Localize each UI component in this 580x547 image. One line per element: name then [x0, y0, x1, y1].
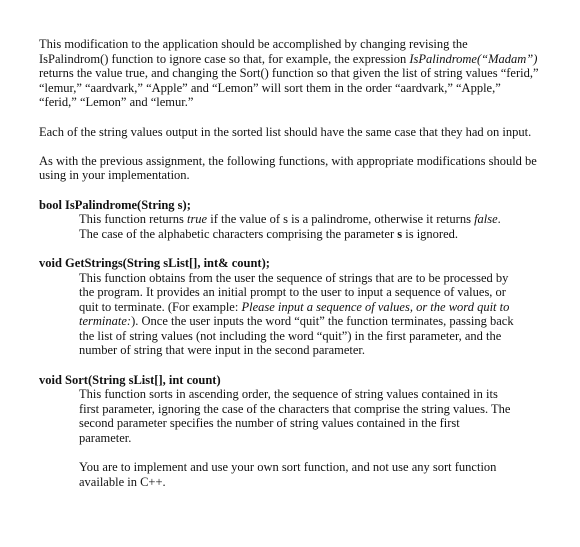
intro-text-1: This modification to the application should be accomplished by changing revising the IsPalindrom() function to ignore case so that, for example, the expression — [39, 37, 468, 66]
prompt-example: Please input a sequence of values, or the word quit to terminate: — [79, 299, 510, 329]
get-strings-desc-1: This function obtains from the user the sequence of strings that are to be processed by the program. It provides an initial prompt to the user to input a sequence of values, or quit to terminate. (For example: — [79, 270, 509, 314]
function-sort — [39, 373, 539, 490]
case-paragraph: Each of the string values output in the sorted list should have the same case that they had on input. — [39, 124, 532, 139]
sort-signature: void Sort(String sList[], int count) — [39, 372, 221, 387]
functions-paragraph: As with the previous assignment, the following functions, with appropriate modifications should be using in your implementation. — [39, 153, 537, 183]
is-palindrome-desc-1: This function returns — [79, 212, 187, 227]
is-palindrome-desc-3: . The case of the alphabetic characters comprising the parameter — [79, 212, 501, 241]
intro-expression: IsPalindrome(“Madam”) — [409, 51, 538, 66]
function-is-palindrome — [39, 198, 539, 242]
intro-text-2: returns the value true, and changing the Sort() function so that given the list of string values “ferid,” “lemur,” “aardvark,” “Apple” and “Lemon” will sort them in the order “aardvark,” “Apple,” “ferid,” “Lemon” and “lemur.” — [39, 66, 539, 110]
s-parameter: s — [397, 226, 403, 241]
false-word: false — [474, 212, 498, 227]
sort-desc-1: This function sorts in ascending order, the sequence of string values contained in its first parameter, ignoring the case of the characters that comprise the string values. The second parameter specifies the number of string values contained in the first parameter. — [79, 387, 511, 446]
sort-description — [79, 387, 515, 489]
is-palindrome-desc-4: is ignored. — [402, 226, 459, 241]
intro-paragraph — [39, 37, 539, 110]
sort-desc-2: You are to implement and use your own sort function, and not use any sort function available in C++. — [79, 460, 497, 489]
function-get-strings — [39, 256, 539, 358]
get-strings-signature: void GetStrings(String sList[], int& count); — [39, 255, 270, 270]
is-palindrome-desc-2: if the value of s is a palindrome, otherwise it returns — [207, 212, 475, 227]
true-word: true — [186, 212, 208, 227]
is-palindrome-description — [79, 212, 515, 241]
get-strings-desc-2: ). Once the user inputs the word “quit” the function terminates, passing back the list of string values (not including the word “quit”) in the first parameter, and the number of string that were input in the second parameter. — [79, 314, 514, 358]
is-palindrome-signature: bool IsPalindrome(String s); — [39, 197, 191, 212]
get-strings-description — [79, 271, 515, 359]
